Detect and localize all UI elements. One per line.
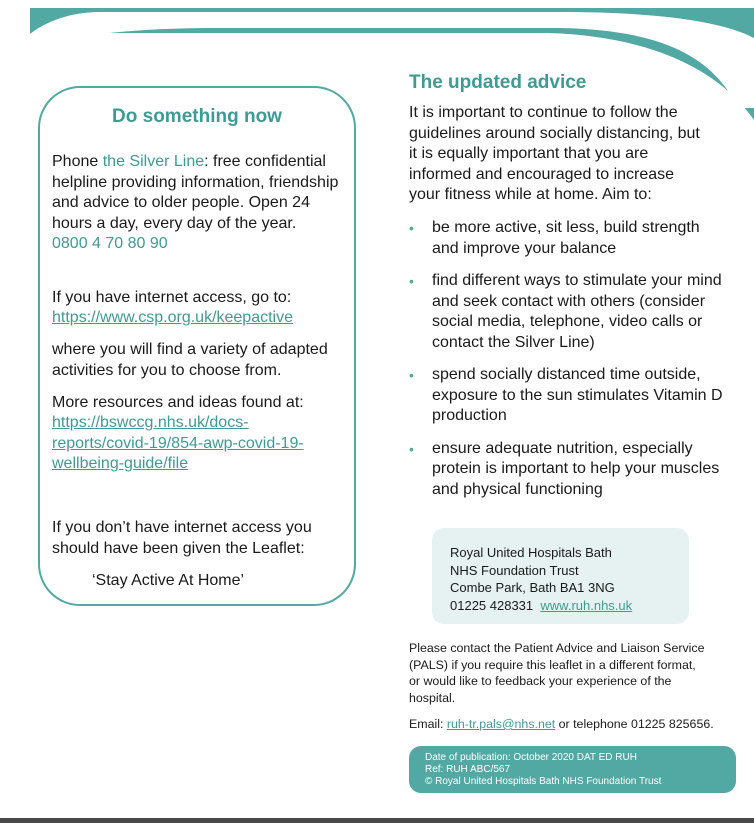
address-line-1: Royal United Hospitals Bath <box>450 545 612 560</box>
silver-line-phone[interactable]: 0800 4 70 80 90 <box>52 235 168 252</box>
publication-info-box <box>409 746 736 793</box>
hospital-website-link[interactable]: www.ruh.nhs.uk <box>540 597 633 613</box>
email-line <box>409 716 719 733</box>
publication-ref: Ref: RUH ABC/567 <box>425 764 511 775</box>
internet-intro: If you have internet access, go to: <box>52 289 292 306</box>
resources-intro: More resources and ideas found at: <box>52 394 304 411</box>
hospital-phone: 01225 428331 <box>450 597 534 613</box>
bottom-divider <box>0 818 754 823</box>
publication-date: Date of publication: October 2020 DAT ED RUH <box>425 752 637 763</box>
silver-line-paragraph <box>52 152 352 255</box>
silver-line-link[interactable]: the Silver Line <box>102 153 205 170</box>
advice-intro: It is important to continue to follow the guidelines around socially distancing, but it is equally important that you are informed and encouraged to increase your fitness while at home. Aim to: <box>409 104 700 203</box>
address-line-2: NHS Foundation Trust <box>450 562 579 578</box>
bullet-icon: • <box>409 220 414 236</box>
bullet-icon: • <box>409 273 414 289</box>
silver-line-body: : free confidential helpline providing information, friendship and advice to older people. Open 24 hours a day, every day of the year. <box>52 153 339 232</box>
publication-copyright: © Royal United Hospitals Bath NHS Foundation Trust <box>425 776 662 787</box>
bullet-icon: • <box>409 440 414 457</box>
list-item: • ensure adequate nutrition, especially protein is important to help your muscles and physical functioning <box>409 439 720 498</box>
silver-line-prefix: Phone <box>52 153 103 170</box>
bullet-icon: • <box>409 367 414 383</box>
hospital-address-box <box>432 528 689 624</box>
list-item: • spend socially distanced time outside, exposure to the sun stimulates Vitamin D production <box>409 366 723 424</box>
advice-bullet-list <box>409 218 729 512</box>
resources-link[interactable]: https://bswccg.nhs.uk/docs- reports/covid-19/854-awp-covid-19- wellbeing-guide/file <box>52 414 304 472</box>
callout-title: Do something now <box>112 106 282 127</box>
do-something-now-box <box>38 86 356 606</box>
address-contact-line <box>450 597 689 615</box>
csp-link[interactable]: https://www.csp.org.uk/keepactive <box>52 309 293 326</box>
pals-email-link[interactable]: ruh-tr.pals@nhs.net <box>446 717 556 731</box>
no-internet-text: If you don’t have internet access you should have been given the Leaflet: <box>52 519 312 557</box>
advice-title: The updated advice <box>409 72 587 93</box>
leaflet-name: ‘Stay Active At Home’ <box>92 572 245 589</box>
pals-phone-text: or telephone 01225 825656. <box>555 717 714 731</box>
list-item: • be more active, sit less, build strength and improve your balance <box>409 219 700 257</box>
pals-text: Please contact the Patient Advice and Liaison Service (PALS) if you require this leaflet in a different format, or would like to feedback your experience of the hospital. <box>409 641 705 705</box>
list-item: • find different ways to stimulate your mind and seek contact with others (consider social media, telephone, video calls or contact the Silver Line) <box>409 272 722 351</box>
email-label: Email: <box>409 717 447 731</box>
address-line-3: Combe Park, Bath BA1 3NG <box>450 580 615 595</box>
variety-text: where you will find a variety of adapted activities for you to choose from. <box>52 341 328 379</box>
